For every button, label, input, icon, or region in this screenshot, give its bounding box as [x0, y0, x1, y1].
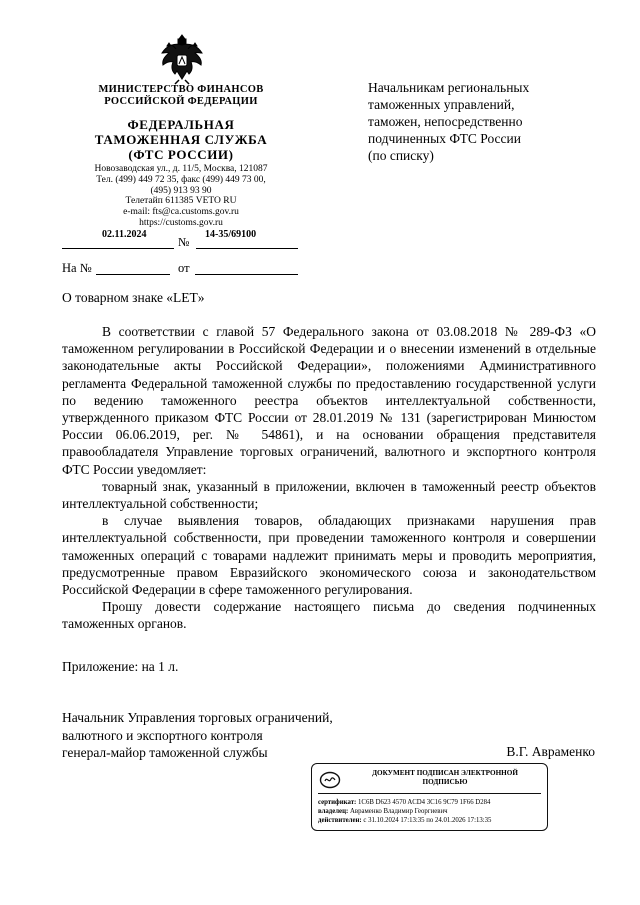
- signer-title: [62, 709, 333, 762]
- ministry-line-1: МИНИСТЕРСТВО ФИНАНСОВ: [98, 84, 264, 95]
- number-underline: [196, 248, 298, 249]
- certificate-label: сертификат:: [318, 799, 357, 806]
- owner-value: Авраменко Владимир Георгиевич: [349, 808, 448, 815]
- reference-date-line: [195, 274, 298, 275]
- addressee-line: таможенных управлений,: [368, 97, 515, 112]
- certificate-value: 1С6В D623 4570 ACD4 3C16 9C79 1F66 D284: [358, 799, 491, 806]
- signer-title-line: Начальник Управления торговых ограничений,: [62, 710, 333, 725]
- reference-number-line: [96, 274, 170, 275]
- body-paragraph: В соответствии с главой 57 Федерального закона от 03.08.2018 № 289-ФЗ «О таможенном регулировании в Российской Федерации и о внесении изменений в отдельные законодательные акты Российской Федерации», положениями Административного регламента Федеральной таможенной службы по предоставлению государственной услуги по ведению таможенного реестра объектов интеллектуальной собственности, утвержденного приказом ФТС России от 28.01.2019 № 131 (зарегистрирован Минюстом России 06.06.2019, рег. № 54861), и на основании обращения представителя правообладателя Управление торговых ограничений, валютного и экспортного контроля ФТС России уведомляет:: [62, 324, 596, 477]
- registration-date: 02.11.2024: [102, 229, 147, 240]
- service-name: [60, 117, 302, 162]
- contact-block: [60, 164, 302, 229]
- stamp-validity: [318, 817, 491, 825]
- contact-phone: Тел. (499) 449 72 35, факс (499) 449 73 00,: [96, 174, 266, 185]
- stamp-title-line-1: ДОКУМЕНТ ПОДПИСАН ЭЛЕКТРОННОЙ: [372, 769, 518, 777]
- stamp-title: [350, 769, 540, 787]
- addressee-block: [368, 79, 529, 164]
- contact-email: e-mail: fts@ca.customs.gov.ru: [123, 207, 239, 218]
- number-sign: №: [178, 235, 190, 249]
- signer-title-line: генерал-майор таможенной службы: [62, 745, 268, 760]
- attachment-note: Приложение: на 1 л.: [62, 659, 179, 674]
- service-line-2: ТАМОЖЕННАЯ СЛУЖБА: [94, 132, 268, 147]
- addressee-line: (по списку): [368, 148, 434, 163]
- stamp-divider: [318, 793, 541, 794]
- body-paragraph: Прошу довести содержание настоящего письма до сведения подчиненных таможенных органов.: [62, 599, 596, 632]
- registration-number: 14-35/69100: [205, 229, 257, 240]
- signer-name: В.Г. Авраменко: [506, 744, 595, 759]
- stamp-certificate: [318, 799, 490, 807]
- contact-phone-2: (495) 913 93 90: [150, 185, 212, 196]
- validity-value: с 31.10.2024 17:13:35 по 24.01.2026 17:13:35: [363, 817, 492, 824]
- letter-subject: О товарном знаке «LET»: [62, 290, 205, 305]
- body-paragraph: товарный знак, указанный в приложении, включен в таможенный реестр объектов интеллектуальной собственности;: [62, 478, 596, 512]
- owner-label: владелец:: [318, 808, 349, 815]
- contact-address: Новозаводская ул., д. 11/5, Москва, 121087: [94, 164, 268, 174]
- contact-website: https://customs.gov.ru: [139, 217, 223, 228]
- signer-title-line: валютного и экспортного контроля: [62, 727, 263, 743]
- stamp-title-line-2: ПОДПИСЬЮ: [422, 777, 468, 786]
- addressee-line: таможен, непосредственно: [368, 114, 523, 129]
- addressee-line: подчиненных ФТС России: [368, 131, 521, 146]
- contact-teletype: Телетайп 611385 VETO RU: [125, 196, 237, 207]
- reference-label: На №: [62, 261, 92, 275]
- validity-label: действителен:: [318, 817, 362, 824]
- ministry-line-2: РОССИЙСКОЙ ФЕДЕРАЦИИ: [104, 96, 258, 107]
- ministry-name: [60, 84, 302, 108]
- electronic-signature-stamp: [311, 763, 548, 831]
- service-line-1: ФЕДЕРАЛЬНАЯ: [127, 117, 235, 132]
- addressee-line: Начальникам региональных: [368, 80, 530, 95]
- letter-body: [62, 323, 596, 633]
- service-line-3: (ФТС РОССИИ): [128, 147, 234, 162]
- russian-coat-of-arms-emblem: [157, 31, 207, 87]
- signature-seal-icon: [319, 771, 341, 789]
- reference-from-label: от: [178, 261, 190, 275]
- body-paragraph: в случае выявления товаров, обладающих признаками нарушения прав интеллектуальной собственности, при проведении таможенного контроля и совершении таможенных операций с товарами надлежит принимать меры и проводить мероприятия, предусмотренные правом Евразийского экономического союза и законодательством Российской Федерации в сфере таможенного регулирования.: [62, 513, 596, 598]
- date-underline: [62, 248, 174, 249]
- stamp-owner: [318, 808, 448, 816]
